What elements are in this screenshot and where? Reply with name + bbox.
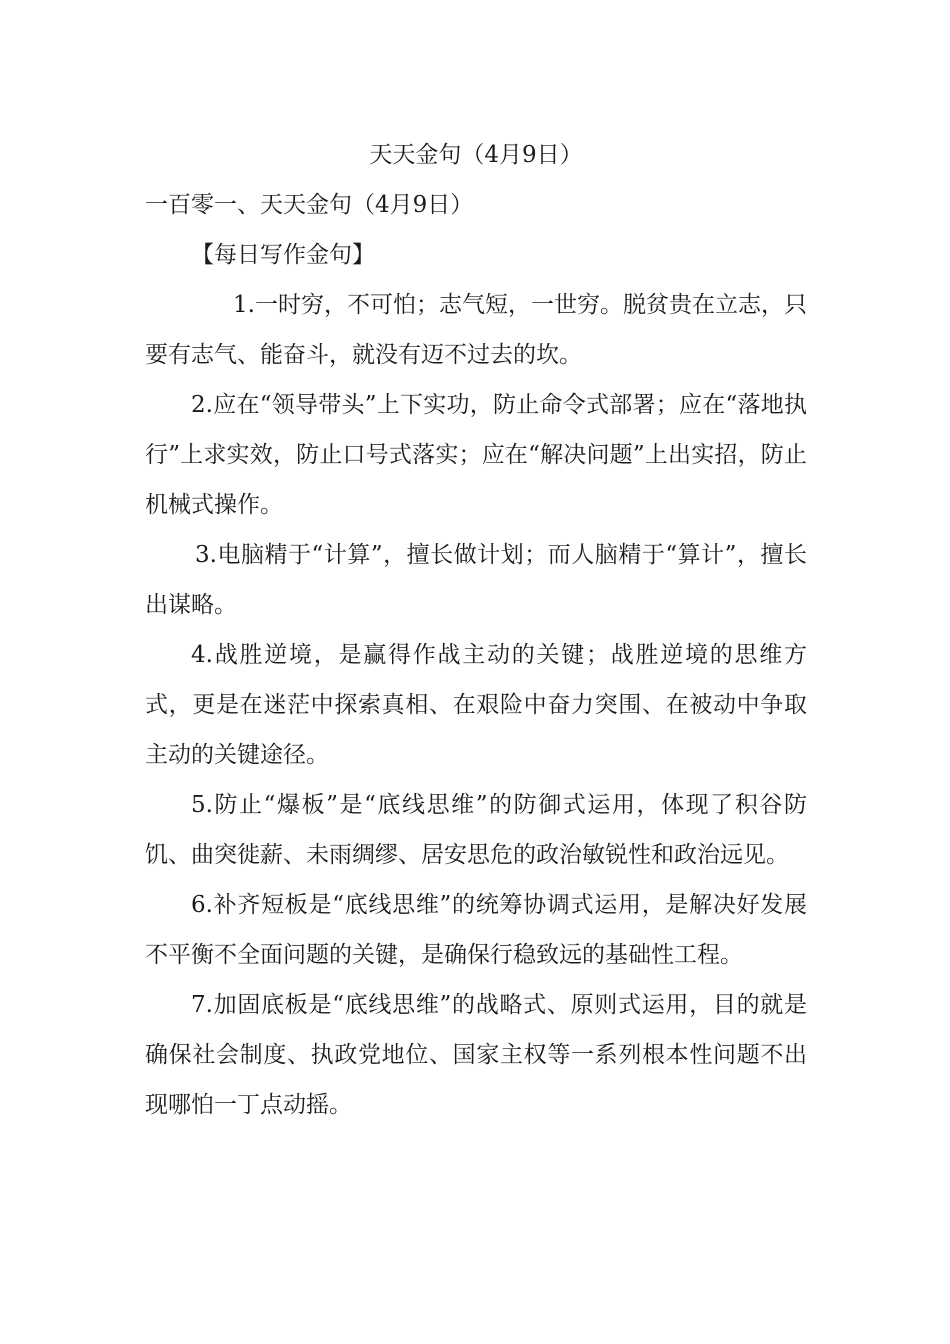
document-heading: 一百零一、天天金句（4月9日） bbox=[145, 192, 474, 218]
quote-item-7: 7.加固底板是“底线思维”的战略式、原则式运用，目的就是确保社会制度、执政党地位、国家主权等一系列根本性问题不出现哪怕一丁点动摇。 bbox=[145, 992, 807, 1118]
section-label: 【每日写作金句】 bbox=[191, 242, 375, 268]
document-body bbox=[145, 130, 807, 1130]
quote-item-1: 1.一时穷，不可怕；志气短，一世穷。脱贫贵在立志，只要有志气、能奋斗，就没有迈不过去的坎。 bbox=[145, 292, 807, 368]
document-title: 天天金句（4月9日） bbox=[369, 142, 583, 168]
quote-item-3: 3.电脑精于“计算”，擅长做计划；而人脑精于“算计”，擅长出谋略。 bbox=[145, 542, 807, 618]
quote-item-2: 2.应在“领导带头”上下实功，防止命令式部署；应在“落地执行”上求实效，防止口号式落实；应在“解决问题”上出实招，防止机械式操作。 bbox=[145, 392, 807, 518]
quote-item-4: 4.战胜逆境，是赢得作战主动的关键；战胜逆境的思维方式，更是在迷茫中探索真相、在艰险中奋力突围、在被动中争取主动的关键途径。 bbox=[145, 642, 807, 768]
quote-item-6: 6.补齐短板是“底线思维”的统筹协调式运用，是解决好发展不平衡不全面问题的关键，是确保行稳致远的基础性工程。 bbox=[145, 892, 807, 968]
quote-item-5: 5.防止“爆板”是“底线思维”的防御式运用，体现了积谷防饥、曲突徙薪、未雨绸缪、居安思危的政治敏锐性和政治远见。 bbox=[145, 792, 807, 868]
